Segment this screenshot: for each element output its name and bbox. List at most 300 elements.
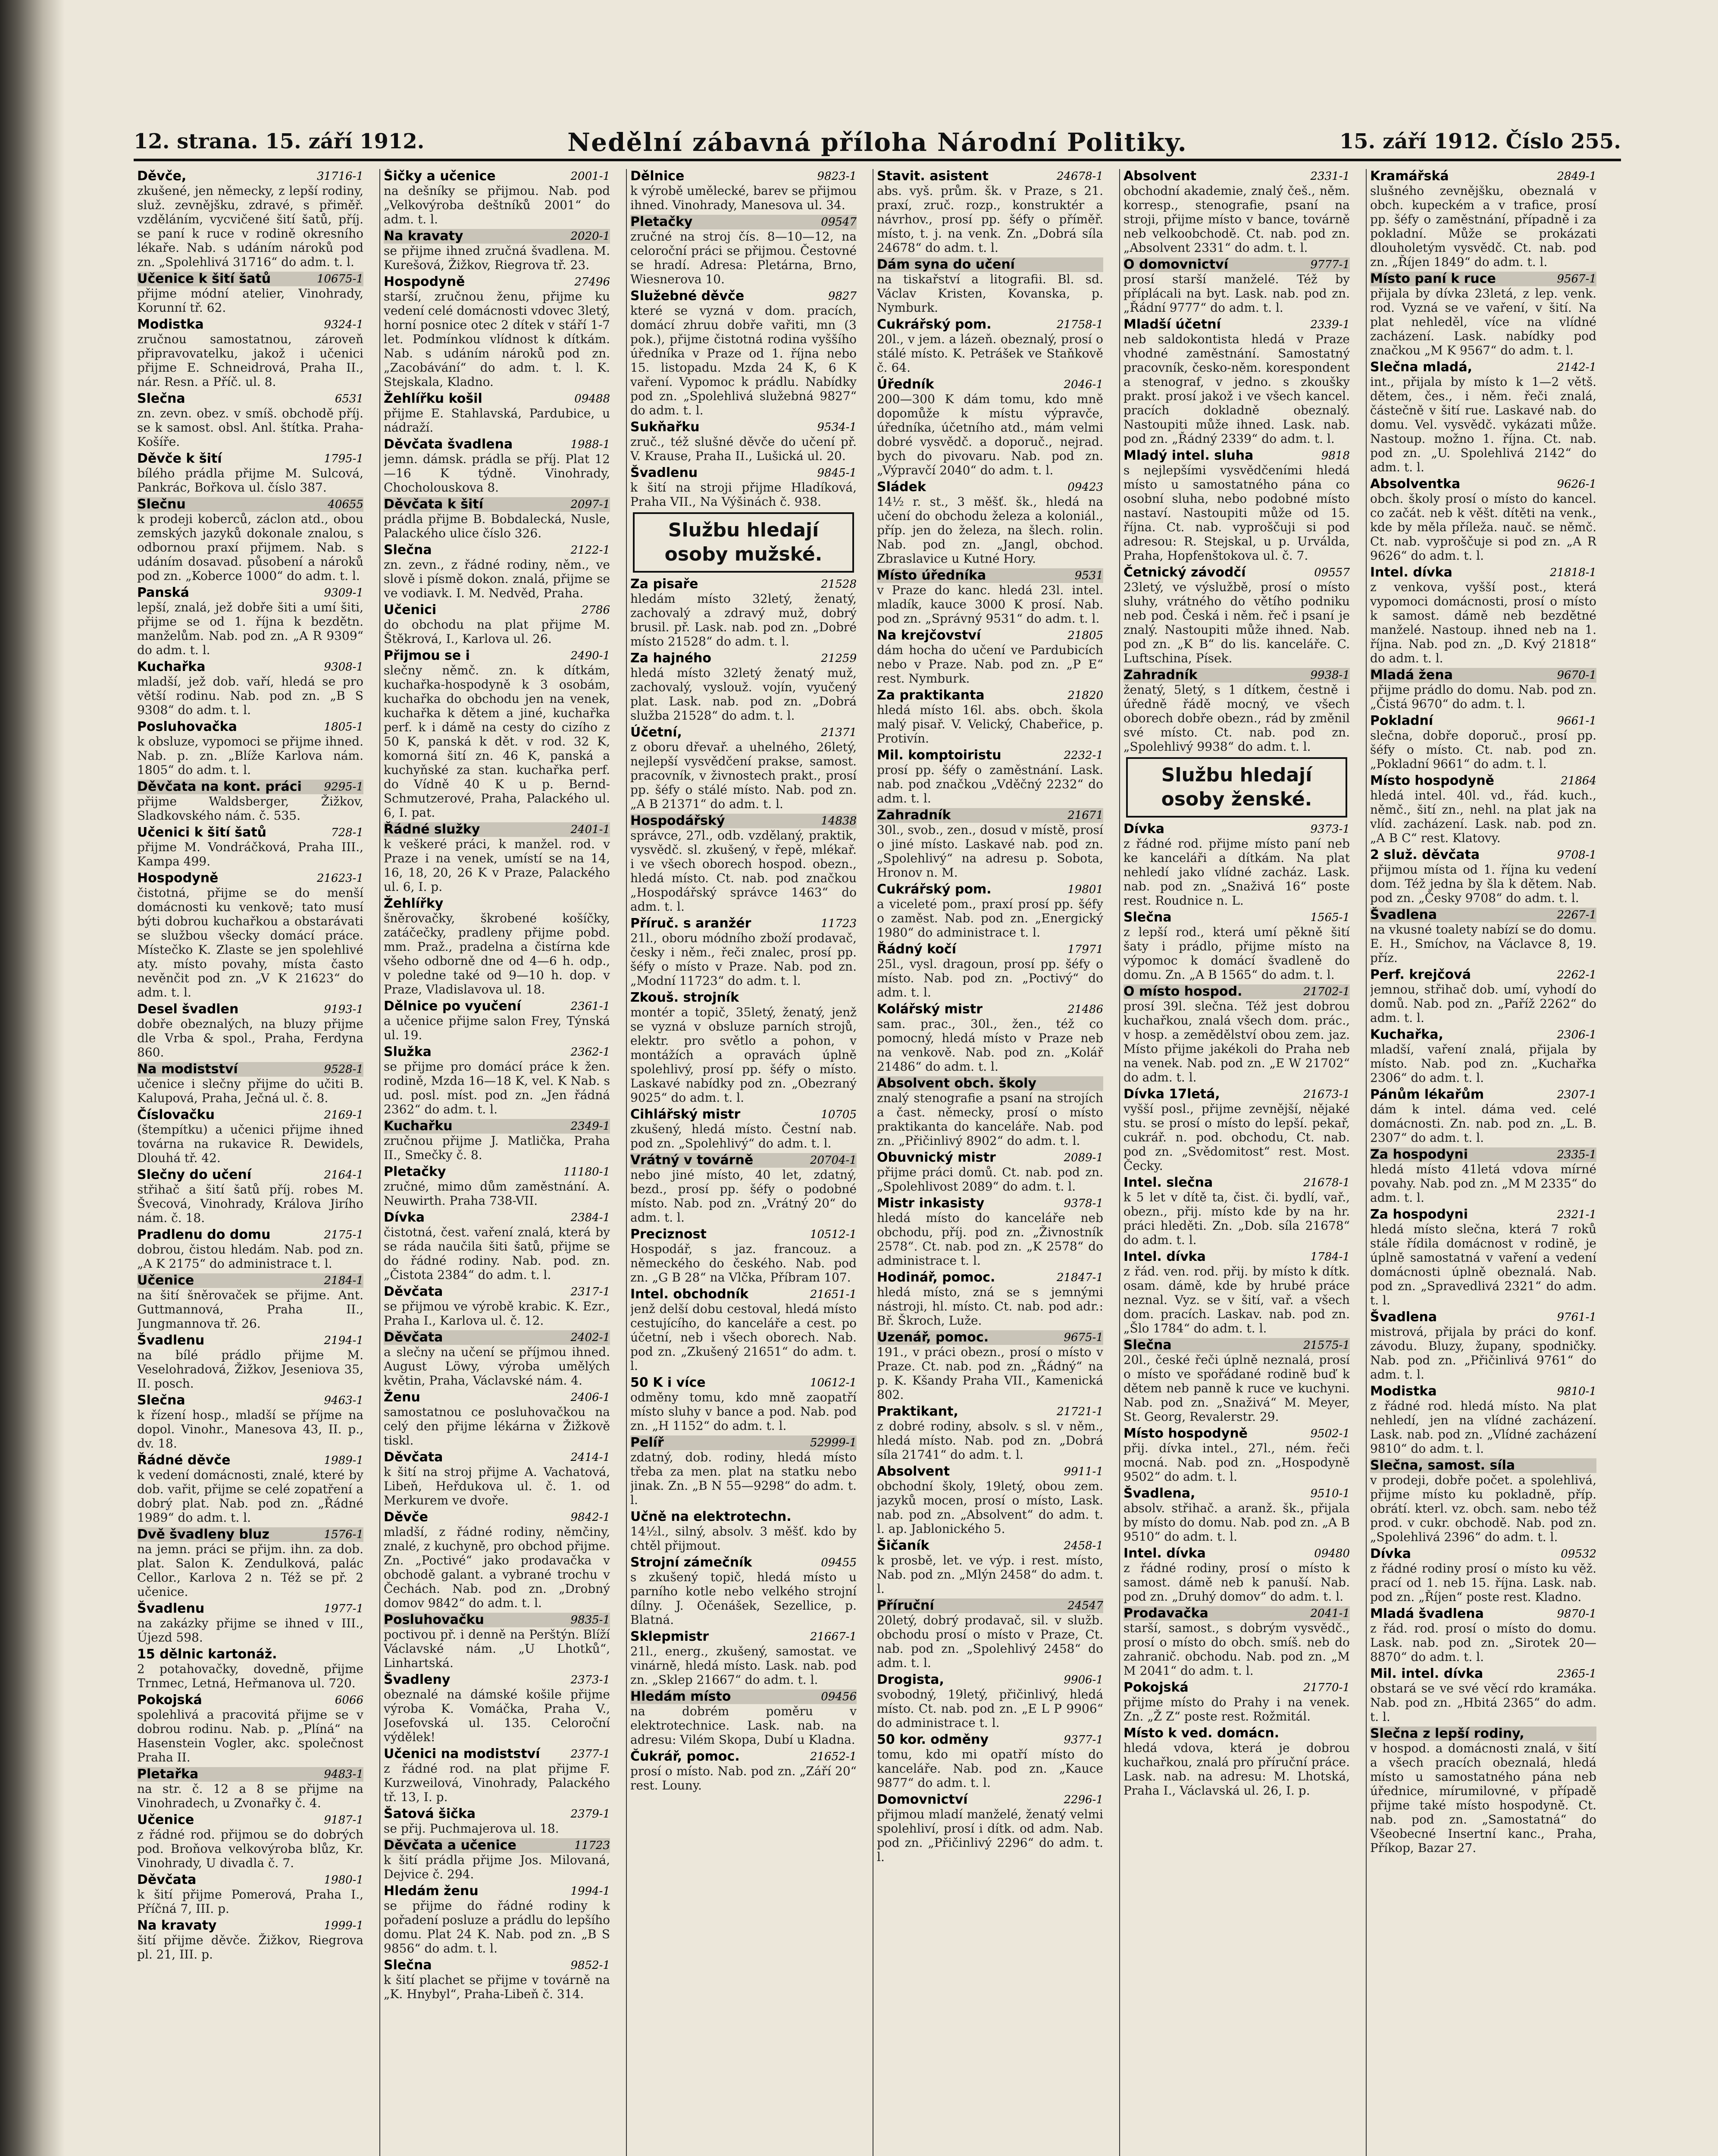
ad-heading: [137, 1918, 363, 1933]
classified-ad: [384, 649, 610, 820]
ad-body-text: k šití na stroji přijme Hladíková, Praha VII., Na Výšinách č. 938.: [630, 480, 857, 509]
ad-reference-number: 11180-1: [563, 1166, 610, 1178]
ad-body-text: hledá vdova, která je dobrou kuchařkou, znalá pro příruční práce. Lask. nab. na adresu: M. Lhotská, Praha I., Václavská ul. 26, I. p.: [1123, 1741, 1350, 1798]
classified-ad: [1370, 848, 1596, 905]
ad-title: Učenici k šití šatů: [137, 825, 267, 840]
classified-ad: [630, 420, 857, 463]
ad-reference-number: 9502-1: [1310, 1427, 1350, 1440]
ad-body-text: k prodeji koberců, záclon atd., obou zemských jazyků dokonale znalou, s odbornou praxí přijmem. Nab. s udáním dosavad. působení a nároků pod zn. „Koberce 1000“ do adm. t. l.: [137, 512, 363, 583]
classified-ad: [384, 822, 610, 894]
ad-reference-number: 9483-1: [324, 1768, 363, 1781]
ad-body-text: se přij. Puchmajerova ul. 18.: [384, 1821, 559, 1836]
ad-heading: [1370, 1087, 1596, 1102]
ad-reference-number: 09455: [821, 1556, 857, 1569]
ad-title: Mladá švadlena: [1370, 1606, 1484, 1621]
ad-heading: [384, 1450, 610, 1465]
classified-ad: [384, 543, 610, 600]
ad-body-text: k řízení hosp., mladší se příjme na dopol. Vinohr., Manesova 43, II. p., dv. 18.: [137, 1408, 363, 1451]
ad-heading: [1370, 477, 1596, 492]
ad-reference-number: 2164-1: [324, 1169, 363, 1181]
ad-heading: [384, 1807, 610, 1821]
ad-heading: [137, 1108, 363, 1122]
ad-body-text: k výrobě umělecké, barev se přijmou ihned. Vinohrady, Manesova ul. 34.: [630, 184, 857, 212]
ad-reference-number: 14838: [821, 815, 857, 827]
classified-ad: [137, 392, 363, 449]
ad-heading: [630, 289, 857, 304]
ad-title: Slečnu: [137, 497, 186, 512]
ad-body-text: k šití přijme Pomerová, Praha I., Příčná 7, III. p.: [137, 1887, 363, 1916]
ad-reference-number: 9324-1: [324, 318, 363, 331]
classified-ad: [384, 392, 610, 435]
ad-title: Modistka: [1370, 1384, 1437, 1399]
ad-reference-number: 2296-1: [1064, 1793, 1103, 1806]
ad-heading: [137, 720, 363, 734]
ad-heading: [137, 871, 363, 886]
ad-heading: [384, 603, 610, 617]
classified-ad: [137, 586, 363, 657]
ad-title: Na krejčovství: [877, 628, 981, 643]
ad-heading: [877, 1464, 1103, 1479]
ad-heading: [137, 1647, 363, 1662]
classified-ad: [384, 1747, 610, 1804]
ad-title: Místo hospodyně: [1123, 1426, 1248, 1441]
classified-ad: [877, 1598, 1103, 1670]
classified-ad: [1370, 1207, 1596, 1307]
ad-reference-number: 9845-1: [817, 467, 857, 479]
ad-body-text: přijmou mladí manželé, ženatý velmi spolehliví, prosí i dítk. od adm. Nab. pod zn. „Přičinlivý 2296“ do adm. t. l.: [877, 1807, 1103, 1864]
ad-title: Kuchařku: [384, 1119, 453, 1134]
ad-heading: [877, 688, 1103, 703]
ad-reference-number: 21259: [821, 652, 857, 665]
ad-body-text: správce, 27l., odb. vzdělaný, praktik, vysvědč. sl. zkušený, v řepě, mlékař. i ve všech oborech hospod. obezn., hledá místo. Ct. nab. pod značkou „Hospodářský správce 1463“ do adm. t. l.: [630, 828, 857, 914]
ad-reference-number: 10612-1: [810, 1376, 857, 1389]
classified-ad: [137, 720, 363, 777]
ad-reference-number: 21486: [1067, 1003, 1103, 1016]
ad-reference-number: 2379-1: [570, 1808, 610, 1821]
ad-body-text: k vedení domácnosti, znalé, které by dob. vařit, přijme se celé zopatření a dobrý plat. Nab. pod zn. „Řádné 1989“ do adm. t. l.: [137, 1468, 363, 1525]
ad-body-text: mladší, z řádné rodiny, němčiny, znalé, z kuchyně, pro obchod přijme. Zn. „Poctivé“ jako prodavačka v obchodě galant. a vybrané trochu v Čechách. Nab. pod zn. „Drobný domov 9842“ do adm. t. l.: [384, 1525, 610, 1610]
ad-title: Mil. intel. dívka: [1370, 1666, 1483, 1681]
ad-title: Prodavačka: [1123, 1606, 1208, 1621]
ad-reference-number: 09423: [1067, 481, 1103, 494]
ad-heading: [384, 275, 610, 289]
classified-ad: [877, 568, 1103, 626]
ad-heading: [137, 780, 363, 794]
ad-heading: [877, 942, 1103, 957]
ad-body-text: mladší, vaření znalá, přijala by místo. Nab. pod zn. „Kuchařka 2306“ do adm. t. l.: [1370, 1042, 1596, 1085]
classified-ad: [877, 1404, 1103, 1462]
classified-ad: [1370, 1607, 1596, 1664]
ad-title: Kuchařka,: [1370, 1027, 1443, 1042]
ad-body-text: do obchodu na plat přijme M. Štěkrová, I., Karlova ul. 26.: [384, 617, 610, 646]
ad-title: Za hajného: [630, 651, 711, 666]
classified-ad: [877, 942, 1103, 1000]
ad-reference-number: 21721-1: [1056, 1405, 1103, 1418]
ad-title: Učenici na modistství: [384, 1746, 540, 1761]
classified-ad: [1370, 908, 1596, 965]
ad-title: Vrátný v továrně: [630, 1153, 754, 1168]
ad-heading: [877, 1598, 1103, 1613]
ad-body-text: na tiskařství a litografii. Bl. sd. Václav Kristen, Kovanska, p. Nymburk.: [877, 272, 1103, 315]
classified-ad: [630, 1630, 857, 1687]
ad-reference-number: 1988-1: [570, 438, 610, 451]
ad-body-text: na dešníky se přijmou. Nab. pod „Velkovýroba deštníků 2001“ do adm. t. l.: [384, 184, 610, 226]
ad-reference-number: 9295-1: [324, 780, 363, 793]
ad-title: Děvčata: [384, 1450, 443, 1465]
ad-body-text: hledá místo do kanceláře neb obchodu, příj. pod zn. „Živnostník 2578“. Ct. nab. pod zn. „K 2578“ do administrace t. l.: [877, 1211, 1103, 1268]
classified-ad: [630, 1227, 857, 1285]
classified-ad: [137, 1002, 363, 1059]
ad-title: Příruč. s aranžér: [630, 916, 751, 931]
ad-title: Děvče: [384, 1510, 428, 1525]
column-divider: [379, 169, 380, 2156]
ad-heading: [384, 896, 610, 911]
ad-body-text: vyšší posl., přijme zevnější, nějaké stu. se prosí o místo do lepší. pekař, cukrář. n. pod. obchodu, Ct. nab. pod zn. „Svědomitost“ rest. Most. Čecky.: [1123, 1102, 1350, 1173]
ad-reference-number: 1784-1: [1310, 1250, 1350, 1263]
ad-heading: [1123, 1546, 1350, 1561]
ad-title: Drogista,: [877, 1672, 944, 1687]
ad-body-text: jemn. dámsk. prádla se příj. Plat 12—16 K týdně. Vinohrady, Chocholouskova 8.: [384, 452, 610, 495]
ad-title: Učenice: [137, 1812, 194, 1827]
ad-heading: [137, 586, 363, 600]
ad-reference-number: 09456: [821, 1690, 857, 1703]
ad-heading: [384, 169, 610, 184]
ad-reference-number: 2339-1: [1310, 318, 1350, 331]
ad-title: Hospodyně: [384, 274, 465, 289]
ad-body-text: prosí o místo. Nab. pod zn. „Září 20“ rest. Louny.: [630, 1764, 857, 1792]
ad-body-text: hledá místo 16l. abs. obch. škola malý pisař. V. Velický, Chabeřice, p. Protivín.: [877, 703, 1103, 746]
section-heading-box: Službu hledají osoby mužské.: [633, 512, 854, 573]
ad-reference-number: 2046-1: [1064, 378, 1103, 391]
ad-heading: [384, 497, 610, 512]
ad-title: Místo paní k ruce: [1370, 271, 1496, 286]
ad-reference-number: 6531: [335, 392, 363, 405]
ad-title: Intel. dívka: [1123, 1546, 1206, 1561]
ad-reference-number: 21371: [821, 726, 857, 739]
ad-heading: [630, 577, 857, 592]
ad-body-text: přijme Waldsberger, Žižkov, Sladkovského nám. č. 535.: [137, 794, 363, 823]
ad-reference-number: 9777-1: [1310, 258, 1350, 271]
ad-reference-number: 21770-1: [1303, 1681, 1350, 1694]
ad-body-text: hledá intel. 40l. vd., řád. kuch., němč., šití zn., nehl. na plat jak na vlíd. zacházení. Lask. nab. pod zn. „A B C“ rest. Klatovy.: [1370, 788, 1596, 845]
ad-heading: [137, 1393, 363, 1408]
ad-title: Úředník: [877, 377, 934, 392]
ad-title: Za praktikanta: [877, 688, 985, 703]
ad-title: Stavit. asistent: [877, 169, 989, 184]
ad-reference-number: 9378-1: [1064, 1197, 1103, 1210]
ad-reference-number: 2384-1: [570, 1211, 610, 1224]
ad-body-text: šití přijme děvče. Žižkov, Riegrova pl. 21, III. p.: [137, 1933, 363, 1962]
ad-heading: [630, 1749, 857, 1764]
ad-heading: [1370, 1207, 1596, 1222]
ad-title: Dívka: [384, 1210, 425, 1225]
section-heading-box: Službu hledají osoby ženské.: [1126, 757, 1347, 818]
ad-body-text: hledá místo, zná se s jemnými nástroji, hl. místo. Ct. nab. pod adr.: Bř. Škroch, Luže.: [877, 1285, 1103, 1328]
classified-ad: [137, 1601, 363, 1645]
ad-title: Kolářský mistr: [877, 1002, 983, 1017]
ad-body-text: 2 potahovačky, dovedně, přijme Trnmec, Letná, Heřmanova ul. 720.: [137, 1662, 363, 1690]
ad-body-text: obstará se ve své věcí rdo kramáka. Nab. pod zn. „Hbitá 2365“ do adm. t. l.: [1370, 1681, 1596, 1724]
classified-ad: [1370, 1547, 1596, 1604]
ad-title: Preciznost: [630, 1227, 707, 1242]
ad-heading: [1370, 908, 1596, 922]
classified-ad: [1123, 1546, 1350, 1604]
classified-ad: [1123, 1726, 1350, 1798]
ad-body-text: mladší, jež dob. vaří, hledá se pro větší rodinu. Nab. pod zn. „B S 9308“ do adm. t. l.: [137, 674, 363, 717]
ad-title: Učenice k šití šatů: [137, 271, 271, 286]
ad-column-3: [630, 169, 857, 2156]
ad-reference-number: 9531: [1074, 569, 1103, 582]
ad-title: 50 K i více: [630, 1375, 706, 1390]
ad-title: Místo k ved. domácn.: [1123, 1726, 1280, 1741]
ad-reference-number: 9661-1: [1557, 714, 1596, 727]
ad-body-text: starší, zručnou ženu, přijme ku vedení celé domácnosti vdovec 3letý, horní posnice otec 2 dítek v stáří 1-7 let. Podmínkou vlídnost k dítkám. Nab. s udáním nároků pod zn. „Zacobávání“ do adm. t. l. K. Stejskala, Kladno.: [384, 289, 610, 389]
ad-reference-number: 10675-1: [316, 273, 363, 285]
ad-heading: [1123, 448, 1350, 463]
ad-heading: [137, 1168, 363, 1182]
ad-body-text: k šití prádla přijme Jos. Milovaná, Dejvice č. 294.: [384, 1853, 610, 1881]
ad-body-text: na dobrém poměru v elektrotechnice. Lask. nab. na adresu: Vilém Skopa, Dubí u Kladna.: [630, 1704, 857, 1747]
ad-title: Čukrář, pomoc.: [630, 1749, 740, 1764]
classified-ad: [137, 1273, 363, 1331]
classified-ad: [1370, 1028, 1596, 1085]
ad-title: Hledám místo: [630, 1689, 731, 1704]
ad-heading: [137, 825, 363, 840]
ad-title: Dívka 17letá,: [1123, 1087, 1220, 1102]
ad-title: O místo hospod.: [1123, 984, 1242, 999]
classified-ad: [877, 1792, 1103, 1864]
ad-body-text: 200—300 K dám tomu, kdo mně dopomůže k místu výpravče, úředníka, účetního atd., mám velmi dobré vysvědč. a doporuč., nejrad. bych do pivovaru. Nab. pod zn. „Výpravčí 2040“ do adm. t. l.: [877, 392, 1103, 477]
ad-body-text: 14½ r. st., 3 měšť. šk., hledá na učení do obchodu železa a koloniál., příp. jen do železa, na šlech. rolin. Nab. pod zn. „Jangl, obchod. Zbraslavice u Kutné Hory.: [877, 495, 1103, 566]
ad-reference-number: 20704-1: [810, 1154, 857, 1167]
ad-title: Dívka: [1370, 1546, 1411, 1561]
ad-reference-number: 21623-1: [316, 872, 363, 885]
ad-body-text: mistrová, přijala by práci do konf. závodu. Bluzy, župany, spodničky. Nab. pod zn. „Přičinlivá 9761“ do adm. t. l.: [1370, 1325, 1596, 1382]
classified-ad: [137, 169, 363, 269]
ad-body-text: se přijme ihned zručná švadlena. M. Kurešová, Žižkov, Riegrova tř. 23.: [384, 244, 610, 272]
ad-heading: [137, 272, 363, 286]
classified-ad: [877, 748, 1103, 805]
ad-heading: [877, 748, 1103, 763]
ad-body-text: jemnou, střihač dob. umí, vyhodí do domů. Nab. pod zn. „Paříž 2262“ do adm. t. l.: [1370, 982, 1596, 1025]
ad-title: Slečna: [384, 1958, 432, 1973]
ad-title: Šatová šička: [384, 1806, 476, 1821]
ad-reference-number: 2184-1: [324, 1274, 363, 1287]
classified-ad: [630, 1555, 857, 1627]
ad-heading: [1370, 565, 1596, 580]
ad-body-text: obchodní akademie, znalý češ., něm. korresp., stenografie, psaní na stroji, přijme místo v bance, továrně neb velkoobchodě. Ct. nab. pod zn. „Absolvent 2331“ do adm. t. l.: [1123, 184, 1350, 255]
classified-ad: [384, 1285, 610, 1328]
ad-title: Sukňařku: [630, 420, 700, 435]
ad-title: Modistka: [137, 317, 204, 332]
classified-ad: [137, 1393, 363, 1451]
ad-title: Intel. dívka: [1123, 1249, 1206, 1264]
classified-ad: [630, 916, 857, 988]
ad-title: Žehlířku košil: [384, 391, 482, 406]
classified-ad: [384, 1673, 610, 1744]
ad-reference-number: 2001-1: [570, 170, 610, 183]
ad-reference-number: 21575-1: [1303, 1339, 1350, 1352]
ad-body-text: se přijme do řádné rodiny k pořadení posluze a prádlu do lepšího domu. Plat 24 K. Nab. pod zn. „B S 9856“ do adm. t. l.: [384, 1899, 610, 1955]
ad-heading: [877, 568, 1103, 583]
classified-ad: [384, 1613, 610, 1670]
classified-ad: [137, 825, 363, 868]
ad-reference-number: 2361-1: [570, 1000, 610, 1013]
ad-title: Přijmou se i: [384, 648, 470, 663]
ad-reference-number: 9308-1: [324, 661, 363, 674]
classified-ad: [384, 1510, 610, 1610]
ad-heading: [877, 480, 1103, 495]
ad-body-text: přijme E. Stahlavská, Pardubice, u nádraží.: [384, 406, 610, 435]
ad-reference-number: 9193-1: [324, 1003, 363, 1016]
ad-reference-number: 9827: [828, 290, 857, 303]
ad-title: Děvčata: [137, 1872, 197, 1887]
classified-ad: [384, 1210, 610, 1282]
classified-ad: [1370, 774, 1596, 845]
ad-reference-number: 21805: [1067, 629, 1103, 642]
classified-ad: [1123, 1175, 1350, 1247]
ad-body-text: přijme prádlo do domu. Nab. pod zn. „Čistá 9670“ do adm. t. l.: [1370, 683, 1596, 711]
ad-reference-number: 1994-1: [570, 1885, 610, 1898]
classified-ad: [1370, 1310, 1596, 1382]
ad-reference-number: 9708-1: [1557, 849, 1596, 862]
ad-body-text: samostatnou ce posluhovačkou na celý den přijme lékárna v Žižkově tiskl.: [384, 1405, 610, 1448]
ad-body-text: z řád. ven. rod. přij. by místo k dítk. osam. dámě, kde by hrubé práce neznal. Vyz. se v šití, vař. a všech dom. pracích. Laskav. nab. pod zn. „Šlo 1784“ do adm. t. l.: [1123, 1264, 1350, 1335]
classified-ad: [877, 377, 1103, 477]
ad-heading: [137, 1767, 363, 1782]
ad-heading: [384, 1673, 610, 1687]
classified-ad: [1370, 1147, 1596, 1205]
ad-heading: [384, 1045, 610, 1059]
ad-title: Slečny do učení: [137, 1167, 252, 1182]
ad-body-text: z řádné rod. hledá místo. Na plat nehledí, jen na vlídné zacházení. Lask. nab. pod zn. „Vlídné zacházení 9810“ do adm. t. l.: [1370, 1399, 1596, 1456]
ad-heading: [877, 1002, 1103, 1017]
ad-body-text: k šití plachet se přijme v továrně na „K. Hnybyl“, Praha-Libeň č. 314.: [384, 1973, 610, 2001]
ad-title: Domovnictví: [877, 1792, 968, 1807]
ad-reference-number: 2142-1: [1557, 361, 1596, 374]
ad-reference-number: 1576-1: [324, 1528, 363, 1541]
classified-ad: [384, 603, 610, 646]
classified-ad: [137, 871, 363, 1000]
ad-heading: [384, 1330, 610, 1345]
ad-body-text: Hospodář, s jaz. francouz. a německého do českého. Nab. pod zn. „G B 28“ na Vlčka, Příbram 107.: [630, 1242, 857, 1285]
ad-heading: [137, 317, 363, 332]
ad-heading: [384, 543, 610, 558]
column-divider: [1119, 169, 1120, 2156]
ad-title: Dám syna do učení: [877, 257, 1015, 272]
classified-ad: [1123, 565, 1350, 665]
classified-ad: [384, 1165, 610, 1208]
classified-ad: [630, 1287, 857, 1373]
ad-title: Sklepmistr: [630, 1629, 709, 1644]
ad-reference-number: 2401-1: [570, 823, 610, 836]
ad-heading: [1370, 1458, 1596, 1473]
classified-ad: [1123, 257, 1350, 315]
ad-title: Děvčata švadlena: [384, 437, 513, 452]
classified-ad: [1123, 668, 1350, 754]
classified-ad: [137, 1873, 363, 1916]
ad-heading: [384, 1838, 610, 1853]
classified-ad: [1123, 448, 1350, 563]
classified-ad: [877, 808, 1103, 880]
ad-title: Místo hospodyně: [1370, 773, 1495, 788]
classified-ad: [384, 275, 610, 389]
ad-title: Pokladní: [1370, 713, 1433, 728]
ad-body-text: na zakázky přijme se ihned v III., Újezd 598.: [137, 1616, 363, 1645]
ad-heading: [384, 1390, 610, 1405]
ad-body-text: zručnou přijme J. Matlička, Praha II., Smečky č. 8.: [384, 1134, 610, 1162]
classified-ad: [137, 1333, 363, 1391]
classified-ad: [1370, 1087, 1596, 1145]
ad-reference-number: 24547: [1067, 1599, 1103, 1612]
ad-title: Řádný kočí: [877, 942, 956, 957]
ad-reference-number: 09557: [1314, 566, 1350, 579]
ad-column-1: [137, 169, 363, 2156]
ad-reference-number: 2786: [581, 604, 610, 617]
ad-heading: [1370, 1147, 1596, 1162]
ad-reference-number: 9938-1: [1310, 669, 1350, 682]
ad-heading: [630, 1107, 857, 1122]
ad-heading: [1370, 968, 1596, 982]
page-header: [134, 129, 1621, 160]
ad-body-text: 20letý, dobrý prodavač, sil. v služb. obchodu prosí o místo v Praze, Ct. nab. pod zn. „Spolehlivý 2458“ do adm. t. l.: [877, 1613, 1103, 1670]
classified-ad: [630, 814, 857, 914]
ad-body-text: 20l., české řeči úplně neznalá, prosí o místo ve spořádané rodině buď k dětem neb panně k ruce ve kuchyni. Nab. pod zn. „Snaživá“ M. Meyer, St. Georg, Revalerstr. 29.: [1123, 1353, 1350, 1424]
ad-heading: [1123, 1606, 1350, 1621]
ad-body-text: slečny němč. zn. k dítkám, kuchařka-hospodyně k 3 osobám, kuchařka do obchodu jen na venek, kuchařka k dětem a jiné, kuchařka perf. k i dámě na cesty do cizího z 50 K, panská k dět. v rod. 32 K, komorná šití zn. 46 K, panská a kuchyňské za stan. kuchařka perf. do Vídně 40 K u p. Bernd-Schmutzerové, Praha, Palackého ul. 6, I. pat.: [384, 663, 610, 820]
ad-body-text: zkušené, jen německy, z lepší rodiny, služ. zevnějšku, zdravé, s přiměř. vzděláním, vycvičené šití šatů, příj. se paní k ruce v rodině okresního lékaře. Nab. s udáním nároků pod zn. „Spolehlivá 31716“ do adm. t. l.: [137, 184, 363, 269]
ad-title: Dělnice po vyučení: [384, 999, 521, 1014]
ad-heading: [877, 1270, 1103, 1285]
classified-ad: [1123, 1606, 1350, 1678]
ad-body-text: dobře obeznalých, na bluzy přijme dle Vrba & spol., Praha, Ferdyna 860.: [137, 1017, 363, 1059]
classified-ad: [1370, 565, 1596, 665]
classified-ad: [877, 1270, 1103, 1328]
classified-ad: [384, 1450, 610, 1507]
ad-title: Cukrářský pom.: [877, 317, 992, 332]
classified-ad: [877, 1196, 1103, 1268]
classified-ad: [1370, 169, 1596, 269]
ad-title: Mistr inkasisty: [877, 1196, 985, 1211]
ad-reference-number: 2169-1: [324, 1109, 363, 1122]
classified-ad: [877, 882, 1103, 940]
ad-heading: [877, 1404, 1103, 1419]
ad-title: Švadlena,: [1123, 1486, 1195, 1501]
ad-body-text: zkušený, hledá místo. Čestní nab. pod zn. „Spolehlivý“ do adm. t. l.: [630, 1122, 857, 1150]
ad-body-text: na šití šněrovaček se přijme. Ant. Guttmannová, Praha II., Jungmannova tř. 26.: [137, 1288, 363, 1331]
ad-heading: [630, 1376, 857, 1390]
ad-heading: [877, 1150, 1103, 1165]
ad-heading: [384, 1119, 610, 1134]
ad-title: Mladší účetní: [1123, 317, 1221, 332]
ad-reference-number: 2377-1: [570, 1748, 610, 1761]
ad-reference-number: 9377-1: [1064, 1733, 1103, 1746]
ad-body-text: k šití na stroj přijme A. Vachatová, Libeň, Heřdukova ul. č. 1. od Merkurem ve dvoře.: [384, 1465, 610, 1507]
ad-heading: [384, 229, 610, 244]
ad-heading: [1123, 1087, 1350, 1102]
classified-ad: [630, 215, 857, 286]
ad-title: Hledám ženu: [384, 1883, 479, 1899]
classified-ad: [1370, 1667, 1596, 1724]
header-publication-title: Nedělní zábavná příloha Národní Politiky.: [567, 128, 1187, 157]
ad-heading: [630, 420, 857, 435]
classified-ad: [1370, 968, 1596, 1025]
ad-reference-number: 9761-1: [1557, 1311, 1596, 1324]
ad-body-text: k prosbě, let. ve výp. i rest. místo, Nab. pod zn. „Mlýn 2458“ do adm. t. l.: [877, 1553, 1103, 1596]
ad-heading: [630, 916, 857, 931]
classified-ad: [137, 1813, 363, 1870]
ad-title: Posluhovačka: [137, 719, 237, 734]
